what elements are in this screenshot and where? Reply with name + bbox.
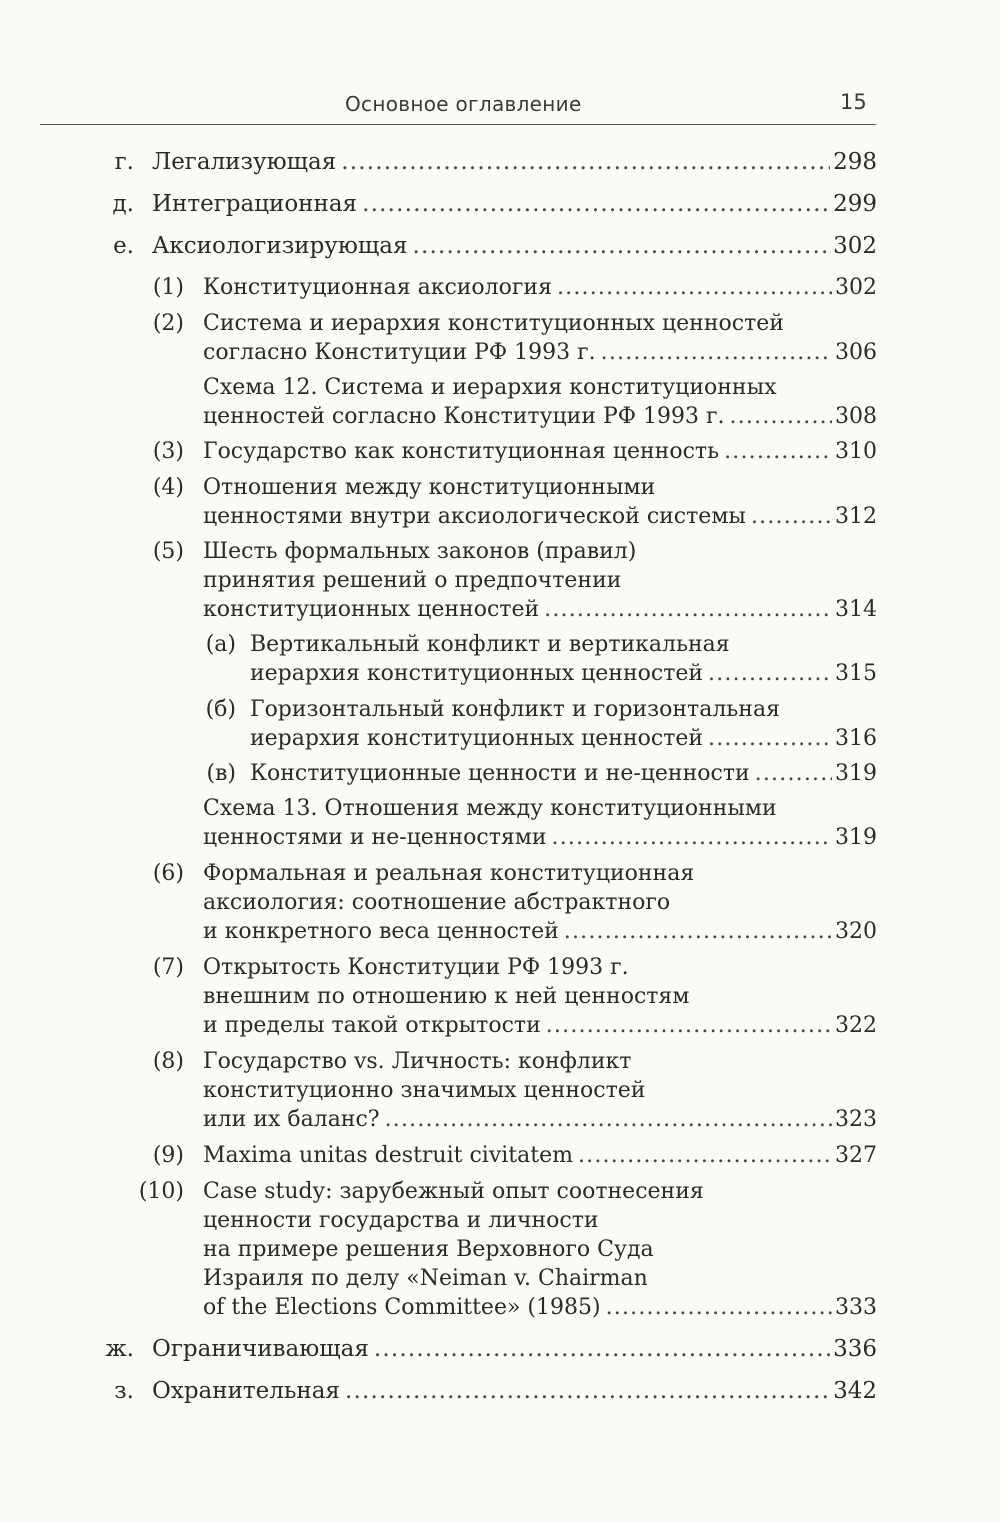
toc-entry-title-line: Государство как конституционная ценность: [203, 439, 720, 464]
toc-entry-title-line: иерархия конституционных ценностей: [250, 726, 704, 751]
toc-entry-body: [203, 309, 877, 367]
toc-entry-body: [203, 794, 877, 852]
dot-leader: [578, 1141, 832, 1170]
toc-entry-body: [250, 759, 877, 788]
toc-entry-page: 322: [835, 1013, 877, 1038]
toc-entry-title-line: of the Elections Committee» (1985): [203, 1295, 601, 1320]
toc-entry-number: (а): [205, 632, 236, 657]
running-header-title: Основное оглавление: [345, 92, 582, 116]
dot-leader: [724, 437, 832, 466]
dot-leader: [385, 1105, 832, 1134]
toc-entry-title-line: и конкретного веса ценностей: [203, 919, 559, 944]
toc-entry-page: 302: [833, 233, 877, 259]
toc-entry-title-line: ценностями и не-ценностями: [203, 825, 547, 850]
toc-entry-title-line: конституционных ценностей: [203, 597, 540, 622]
toc-entry-number: (б): [205, 697, 236, 722]
dot-leader: [557, 273, 832, 302]
toc-entry-number: ж.: [105, 1336, 134, 1362]
toc-entry-body: [152, 1335, 877, 1364]
toc-entry-body: [203, 1177, 877, 1322]
dot-leader: [564, 917, 832, 946]
toc-entry-title-line: Конституционная аксиология: [203, 275, 552, 300]
dot-leader: [708, 659, 832, 688]
toc-entry-number: (10): [138, 1179, 184, 1204]
header-divider: [40, 124, 876, 125]
toc-entry-title-line: Case study: зарубежный опыт соотнесения: [203, 1179, 704, 1204]
dot-leader: [730, 402, 832, 431]
toc-entry-page: 306: [835, 340, 877, 365]
toc-entry-body: [152, 148, 877, 177]
toc-entry-body: [152, 1377, 877, 1406]
toc-entry-title-line: Конституционные ценности и не-ценности: [250, 761, 750, 786]
dot-leader: [412, 232, 830, 261]
toc-entry-title-line: аксиология: соотношение абстрактного: [203, 890, 671, 915]
toc-entry-body: [203, 1047, 877, 1134]
toc-entry-page: 315: [835, 661, 877, 686]
dot-leader: [544, 595, 832, 624]
toc-entry-title-line: Вертикальный конфликт и вертикальная: [250, 632, 730, 657]
toc-entry-title-line: Схема 12. Система и иерархия конституционных: [203, 375, 777, 400]
toc-entry-page: 320: [835, 919, 877, 944]
toc-entry-body: [250, 695, 877, 753]
toc-entry-body: [250, 630, 877, 688]
toc-entry-body: [203, 537, 877, 624]
toc-entry-body: [203, 1141, 877, 1170]
toc-entry-title-line: Шесть формальных законов (правил): [203, 539, 637, 564]
toc-entry-title-line: ценностей согласно Конституции РФ 1993 г.: [203, 404, 725, 429]
toc-entry-page: 316: [835, 726, 877, 751]
toc-entry-page: 312: [835, 504, 877, 529]
dot-leader: [708, 724, 832, 753]
dot-leader: [601, 338, 832, 367]
toc-entry-page: 310: [835, 439, 877, 464]
toc-entry-title-line: и пределы такой открытости: [203, 1013, 541, 1038]
dot-leader: [341, 148, 830, 177]
toc-entry-number: (в): [206, 761, 236, 786]
toc-entry-page: 319: [835, 761, 877, 786]
toc-entry-number: з.: [114, 1378, 134, 1404]
toc-entry-number: (9): [152, 1143, 184, 1168]
toc-entry-title-line: Легализующая: [152, 149, 337, 175]
toc-entry-body: [203, 473, 877, 531]
toc-entry-page: 302: [835, 275, 877, 300]
toc-entry-title-line: принятия решений о предпочтении: [203, 568, 622, 593]
toc-entry-title-line: Интеграционная: [152, 191, 358, 217]
dot-leader: [552, 823, 832, 852]
toc-entry-title-line: Отношения между конституционными: [203, 475, 656, 500]
toc-entry-number: (5): [152, 539, 184, 564]
toc-entry-title-line: Открытость Конституции РФ 1993 г.: [203, 955, 629, 980]
toc-entry-number: г.: [114, 149, 134, 175]
toc-entry-number: е.: [113, 233, 134, 259]
toc-entry-body: [152, 232, 877, 261]
toc-entry-title-line: Ограничивающая: [152, 1336, 369, 1362]
dot-leader: [362, 190, 830, 219]
toc-entry-title-line: на примере решения Верховного Суда: [203, 1237, 654, 1262]
toc-entry-number: (6): [152, 861, 184, 886]
toc-entry-title-line: Схема 13. Отношения между конституционными: [203, 796, 777, 821]
toc-entry-title-line: Охранительная: [152, 1378, 340, 1404]
dot-leader: [606, 1293, 832, 1322]
toc-entry-number: (3): [152, 439, 184, 464]
toc-entry-title-line: конституционно значимых ценностей: [203, 1078, 646, 1103]
toc-entry-body: [203, 859, 877, 946]
dot-leader: [751, 502, 832, 531]
toc-entry-body: [203, 373, 877, 431]
toc-entry-title-line: Формальная и реальная конституционная: [203, 861, 695, 886]
toc-entry-number: (7): [152, 955, 184, 980]
page-number: 15: [840, 90, 867, 114]
toc-entry-page: 327: [835, 1143, 877, 1168]
toc-entry-title-line: ценностями внутри аксиологической системы: [203, 504, 746, 529]
dot-leader: [374, 1335, 830, 1364]
toc-entry-page: 342: [833, 1378, 877, 1404]
toc-entry-number: (4): [152, 475, 184, 500]
toc-entry-page: 323: [835, 1107, 877, 1132]
toc-entry-title-line: Государство vs. Личность: конфликт: [203, 1049, 632, 1074]
toc-entry-page: 298: [833, 149, 877, 175]
toc-entry-title-line: или их баланс?: [203, 1107, 380, 1132]
toc-entry-title-line: ценности государства и личности: [203, 1208, 599, 1233]
toc-entry-number: (8): [152, 1049, 184, 1074]
toc-entry-page: 319: [835, 825, 877, 850]
dot-leader: [546, 1011, 832, 1040]
toc-entry-number: (1): [152, 275, 184, 300]
toc-entry-body: [203, 953, 877, 1040]
toc-entry-title-line: иерархия конституционных ценностей: [250, 661, 704, 686]
toc-entry-page: 336: [833, 1336, 877, 1362]
toc-entry-title-line: согласно Конституции РФ 1993 г.: [203, 340, 596, 365]
toc-entry-title-line: внешним по отношению к ней ценностям: [203, 984, 690, 1009]
dot-leader: [345, 1377, 830, 1406]
toc-entry-body: [152, 190, 877, 219]
toc-entry-page: 308: [835, 404, 877, 429]
dot-leader: [755, 759, 832, 788]
toc-entry-title-line: Система и иерархия конституционных ценностей: [203, 311, 784, 336]
toc-entry-page: 314: [835, 597, 877, 622]
toc-entry-title-line: Израиля по делу «Neiman v. Chairman: [203, 1266, 648, 1291]
toc-entry-title-line: Горизонтальный конфликт и горизонтальная: [250, 697, 780, 722]
toc-entry-page: 333: [835, 1295, 877, 1320]
toc-entry-body: [203, 273, 877, 302]
toc-entry-page: 299: [833, 191, 877, 217]
toc-entry-title-line: Maxima unitas destruit civitatem: [203, 1143, 573, 1168]
toc-entry-title-line: Аксиологизирующая: [152, 233, 408, 259]
toc-entry-number: (2): [152, 311, 184, 336]
toc-entry-number: д.: [112, 191, 134, 217]
toc-entry-body: [203, 437, 877, 466]
